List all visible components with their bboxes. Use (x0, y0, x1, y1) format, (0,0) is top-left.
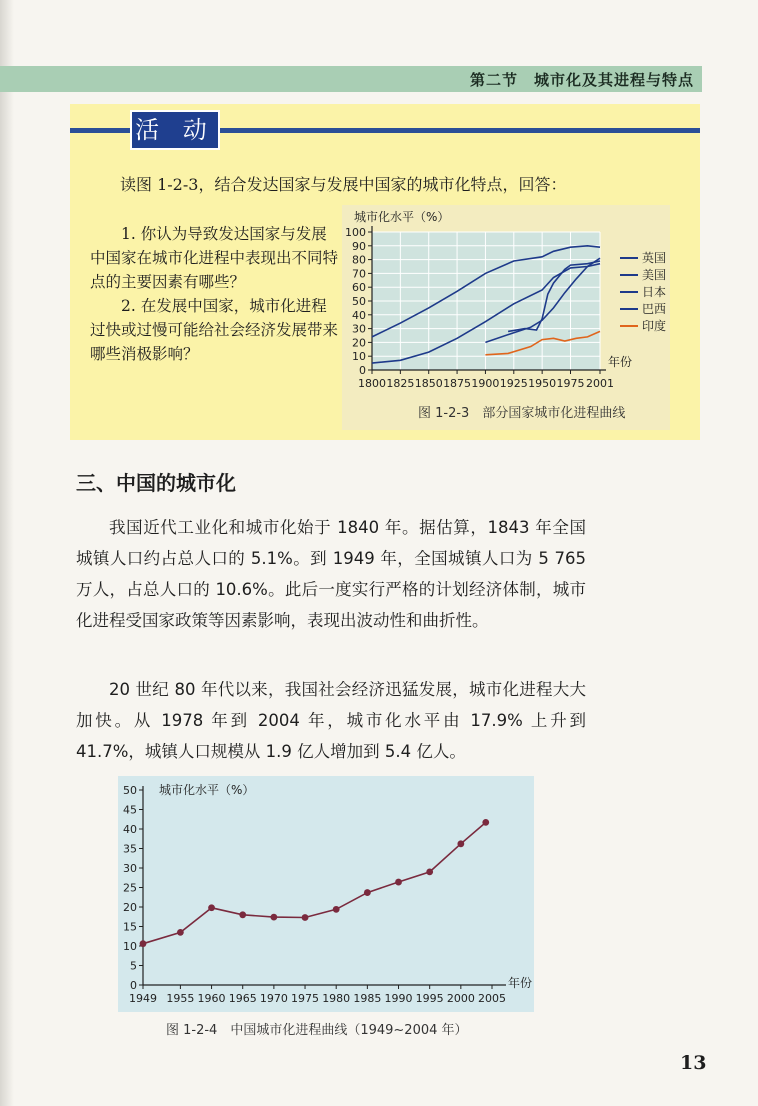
chart2-xtick-label: 1960 (197, 992, 226, 1005)
chart2-ytick-label: 10 (123, 940, 137, 953)
chart1-legend-label: 巴西 (642, 302, 667, 316)
chart1-legend-label: 英国 (642, 251, 667, 265)
chart1-ytick-label: 100 (345, 226, 366, 239)
chart2-xtick-label: 1965 (228, 992, 257, 1005)
chart1-xtick-label: 1825 (386, 377, 415, 390)
chart2-ytick-label: 30 (123, 862, 137, 875)
paragraph-2: 20 世纪 80 年代以来，我国社会经济迅猛发展，城市化进程大大加快。从 1978 年到 2004 年，城市化水平由 17.9% 上升到 41.7%，城镇人口规模从 1.9 亿人增加到 5.4 亿人。 (76, 680, 586, 761)
chart2-xtick-label: 1955 (166, 992, 195, 1005)
activity-question-1: 1. 你认为导致发达国家与发展中国家在城市化进程中表现出不同特点的主要因素有哪些？ (90, 225, 339, 291)
chart1-ytick-label: 40 (352, 308, 366, 322)
chart1-xlabel: 年份 (608, 355, 633, 369)
chart1-ytick-label: 80 (352, 253, 366, 267)
chart2-xtick-label: 2005 (478, 992, 506, 1005)
chart2-xtick-label: 1980 (322, 992, 351, 1005)
chart2-ytick-label: 25 (123, 881, 137, 895)
chart2-ytick-label: 35 (123, 842, 137, 856)
chart1-ylabel: 城市化水平（%） (354, 210, 450, 224)
chart1-xtick-label: 2001 (586, 377, 614, 390)
chart1-ytick-label: 60 (352, 281, 366, 295)
chart2-xtick-label: 1975 (291, 992, 320, 1005)
chart2-xtick-label: 2000 (446, 992, 475, 1005)
chart2-caption: 图 1-2-4 中国城市化进程曲线（1949~2004 年） (166, 1023, 468, 1038)
chart1-legend-label: 美国 (642, 268, 667, 282)
chart2-ytick-label: 40 (123, 823, 137, 836)
chart1-caption: 图 1-2-3 部分国家城市化进程曲线 (418, 406, 626, 421)
chart1-ytick-label: 70 (352, 267, 366, 281)
chart2-xtick-label: 1985 (353, 992, 382, 1005)
page-edge-shadow (0, 0, 14, 1106)
paragraph-1: 我国近代工业化和城市化始于 1840 年。据估算，1843 年全国城镇人口约占总人口的 5.1%。到 1949 年，全国城镇人口为 5 765 万人，占总人口的 10.6%。此后一度实行严格的计划经济体制，城市化进程受国家政策等因素影响，表现出波动性和曲折性。 (76, 518, 586, 630)
activity-intro: 读图 1-2-3，结合发达国家与发展中国家的城市化特点，回答： (120, 175, 567, 194)
chart2-xtick-label: 1995 (415, 992, 444, 1005)
chart1-ytick-label: 50 (352, 295, 366, 308)
activity-question-2: 2. 在发展中国家，城市化进程过快或过慢可能给社会经济发展带来哪些消极影响？ (90, 297, 339, 363)
chart2-panel (118, 776, 534, 1012)
chart1-legend-label: 印度 (642, 319, 667, 333)
chart1-xtick-label: 1925 (499, 377, 528, 390)
section-title: 三、中国的城市化 (76, 471, 236, 495)
chart2-ytick-label: 0 (130, 979, 137, 992)
chart2-xtick-label: 1949 (129, 992, 157, 1005)
chart1-xtick-label: 1900 (471, 377, 500, 390)
running-header: 第二节 城市化及其进程与特点 (469, 71, 694, 89)
chart2-ylabel: 城市化水平（%） (159, 783, 255, 797)
page-number: 13 (680, 1052, 707, 1074)
chart1-ytick-label: 0 (359, 364, 366, 377)
chart1-xtick-label: 1850 (414, 377, 443, 390)
chart2-xlabel: 年份 (508, 976, 533, 990)
chart1-ytick-label: 90 (352, 239, 366, 253)
chart2-ytick-label: 50 (123, 784, 137, 797)
activity-tab: 活 动 (130, 110, 220, 150)
chart1-panel (342, 205, 670, 430)
chart2-ytick-label: 20 (123, 901, 137, 914)
chart1-ytick-label: 30 (352, 322, 366, 336)
chart1-ytick-label: 20 (352, 336, 366, 350)
chart2-ytick-label: 45 (123, 803, 137, 817)
chart1-xtick-label: 1875 (443, 377, 472, 390)
chart2-ytick-label: 15 (123, 920, 137, 934)
chart1-xtick-label: 1975 (556, 377, 585, 390)
chart1-legend-label: 日本 (642, 285, 667, 299)
chart1-ytick-label: 10 (352, 350, 366, 364)
chart2-ytick-label: 5 (130, 959, 137, 973)
chart1-xtick-label: 1800 (358, 377, 386, 390)
chart2-xtick-label: 1970 (259, 992, 288, 1005)
chart2-xtick-label: 1990 (384, 992, 413, 1005)
chart1-xtick-label: 1950 (528, 377, 557, 390)
